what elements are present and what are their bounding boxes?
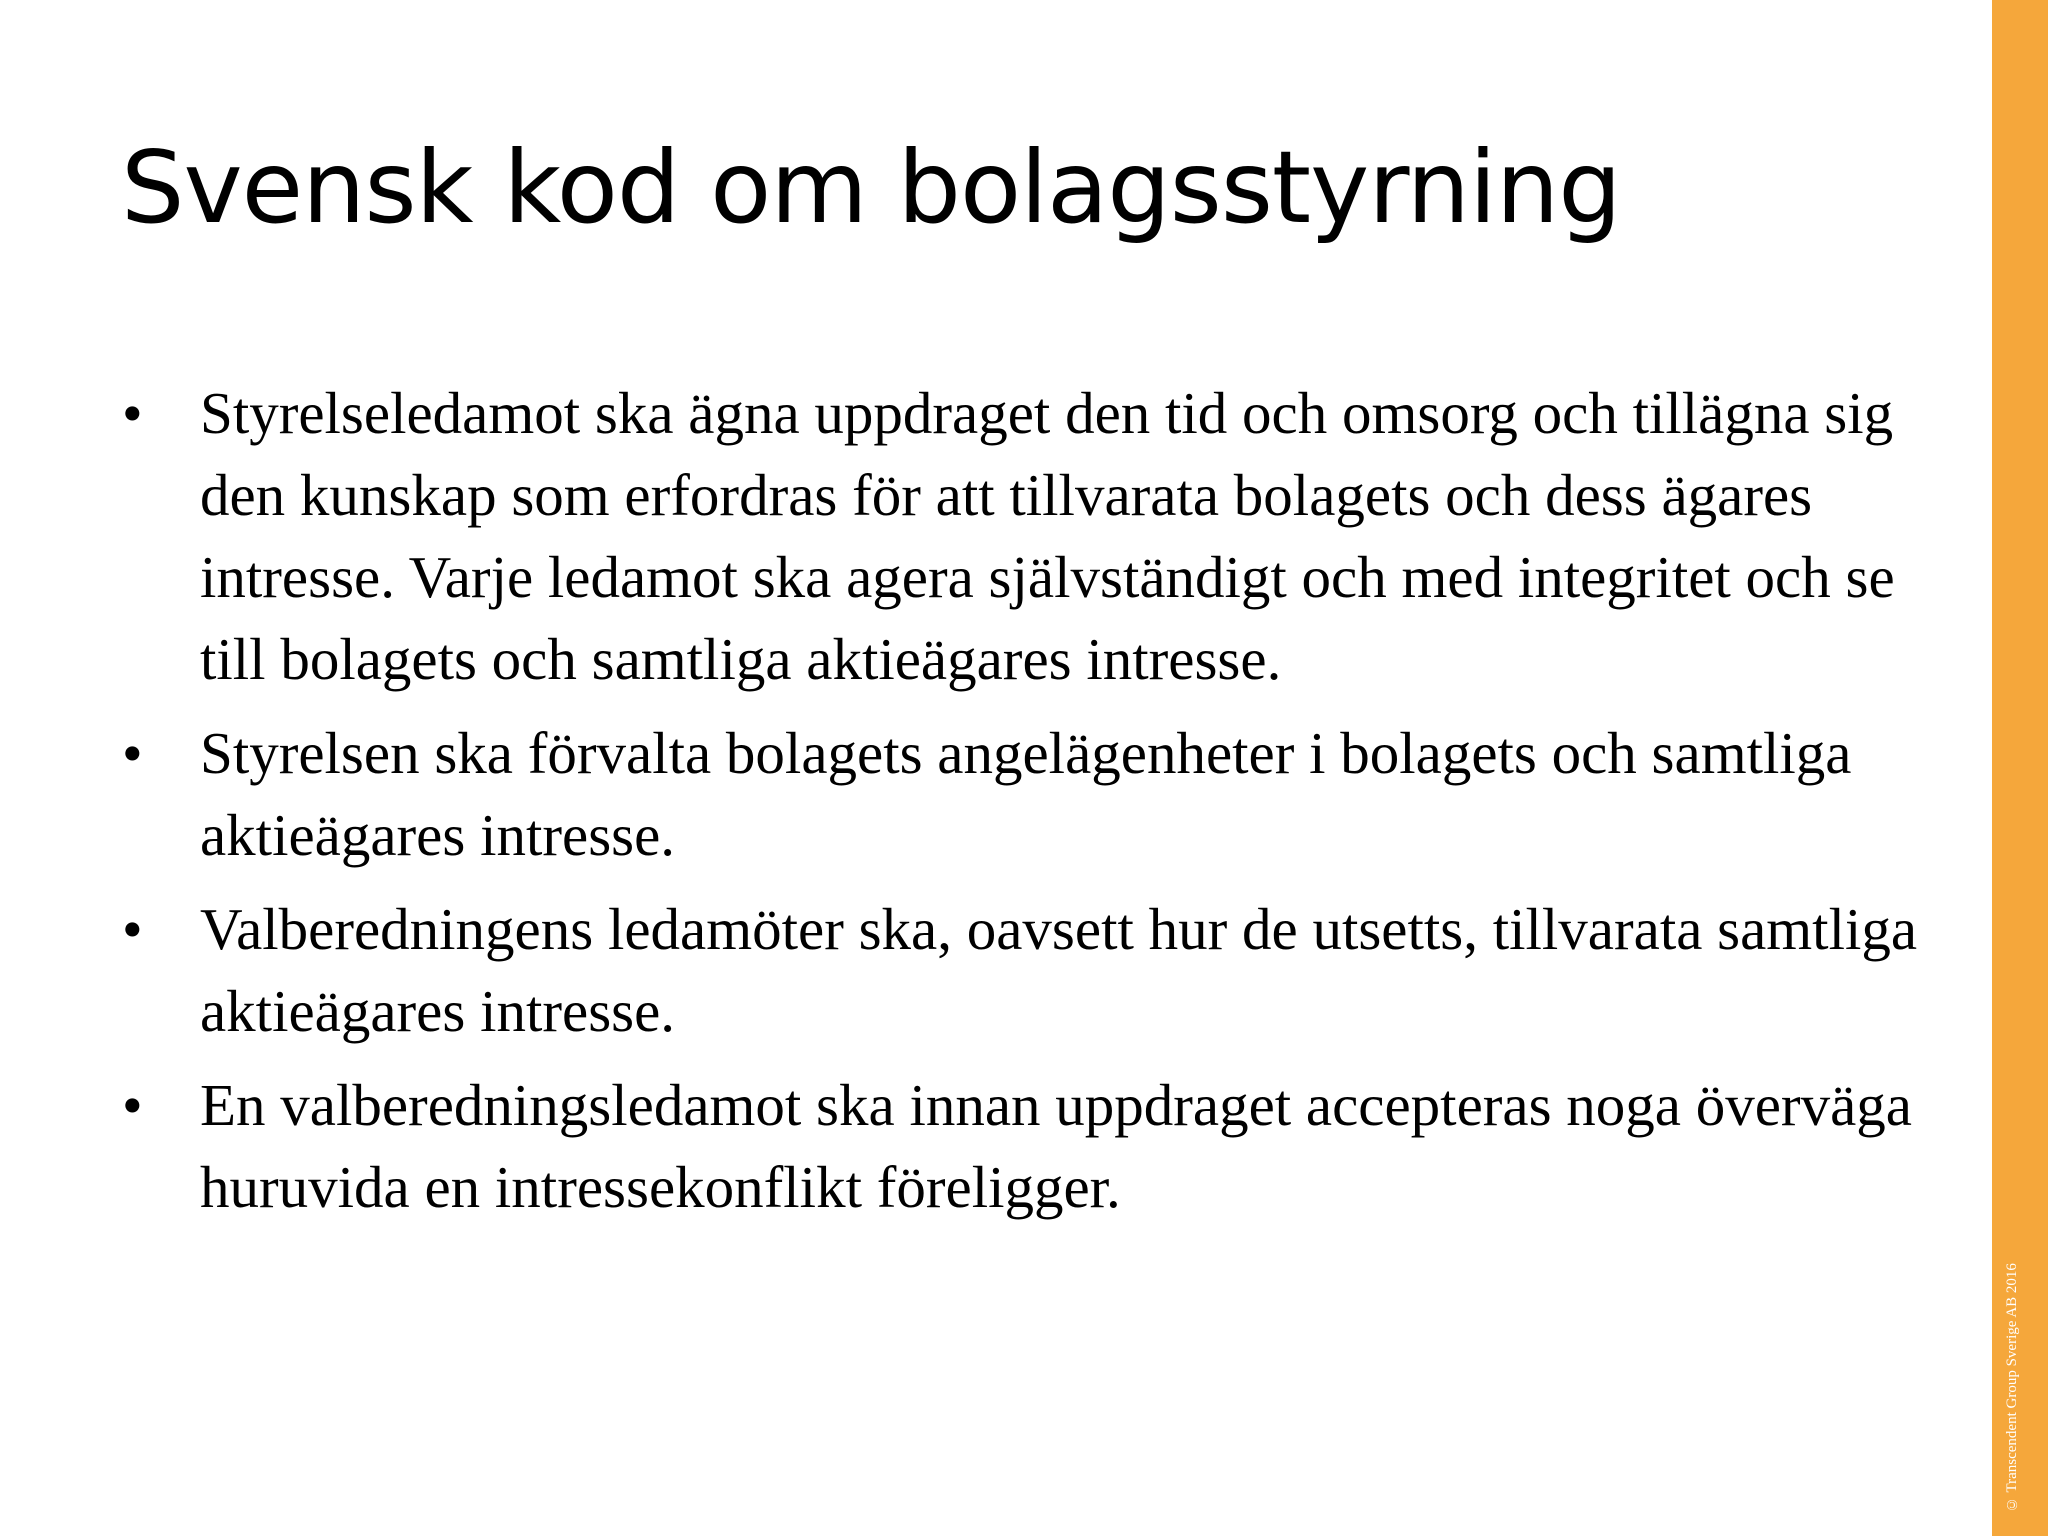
bullet-text: Valberedningens ledamöter ska, oavsett hur de utsetts, tillvarata samtliga aktieägares intresse. [200,896,1918,1044]
bullet-text: Styrelseledamot ska ägna uppdraget den tid och omsorg och tillägna sig den kunskap som erfordras för att tillvarata bolagets och dess ägares intresse. Varje ledamot ska agera självständigt och med integritet och se till bolagets och samtliga aktieägares intresse. [200,380,1895,692]
slide-title: Svensk kod om bolagsstyrning [121,129,1621,246]
copyright-notice: © Transcendent Group Sverige AB 2016 [2004,1263,2020,1512]
bullet-list [122,372,1922,1240]
bullet-dot: • [122,380,143,446]
bullet-dot: • [122,720,143,786]
bullet-dot: • [122,896,143,962]
bullet-item [122,888,1922,1052]
bullet-dot: • [122,1072,143,1138]
bullet-item [122,372,1922,700]
bullet-item [122,712,1922,876]
bullet-text: En valberedningsledamot ska innan uppdraget accepteras noga överväga huruvida en intressekonflikt föreligger. [200,1072,1912,1220]
bullet-text: Styrelsen ska förvalta bolagets angelägenheter i bolagets och samtliga aktieägares intresse. [200,720,1852,868]
bullet-item [122,1064,1922,1228]
accent-sidebar [1992,0,2048,1536]
